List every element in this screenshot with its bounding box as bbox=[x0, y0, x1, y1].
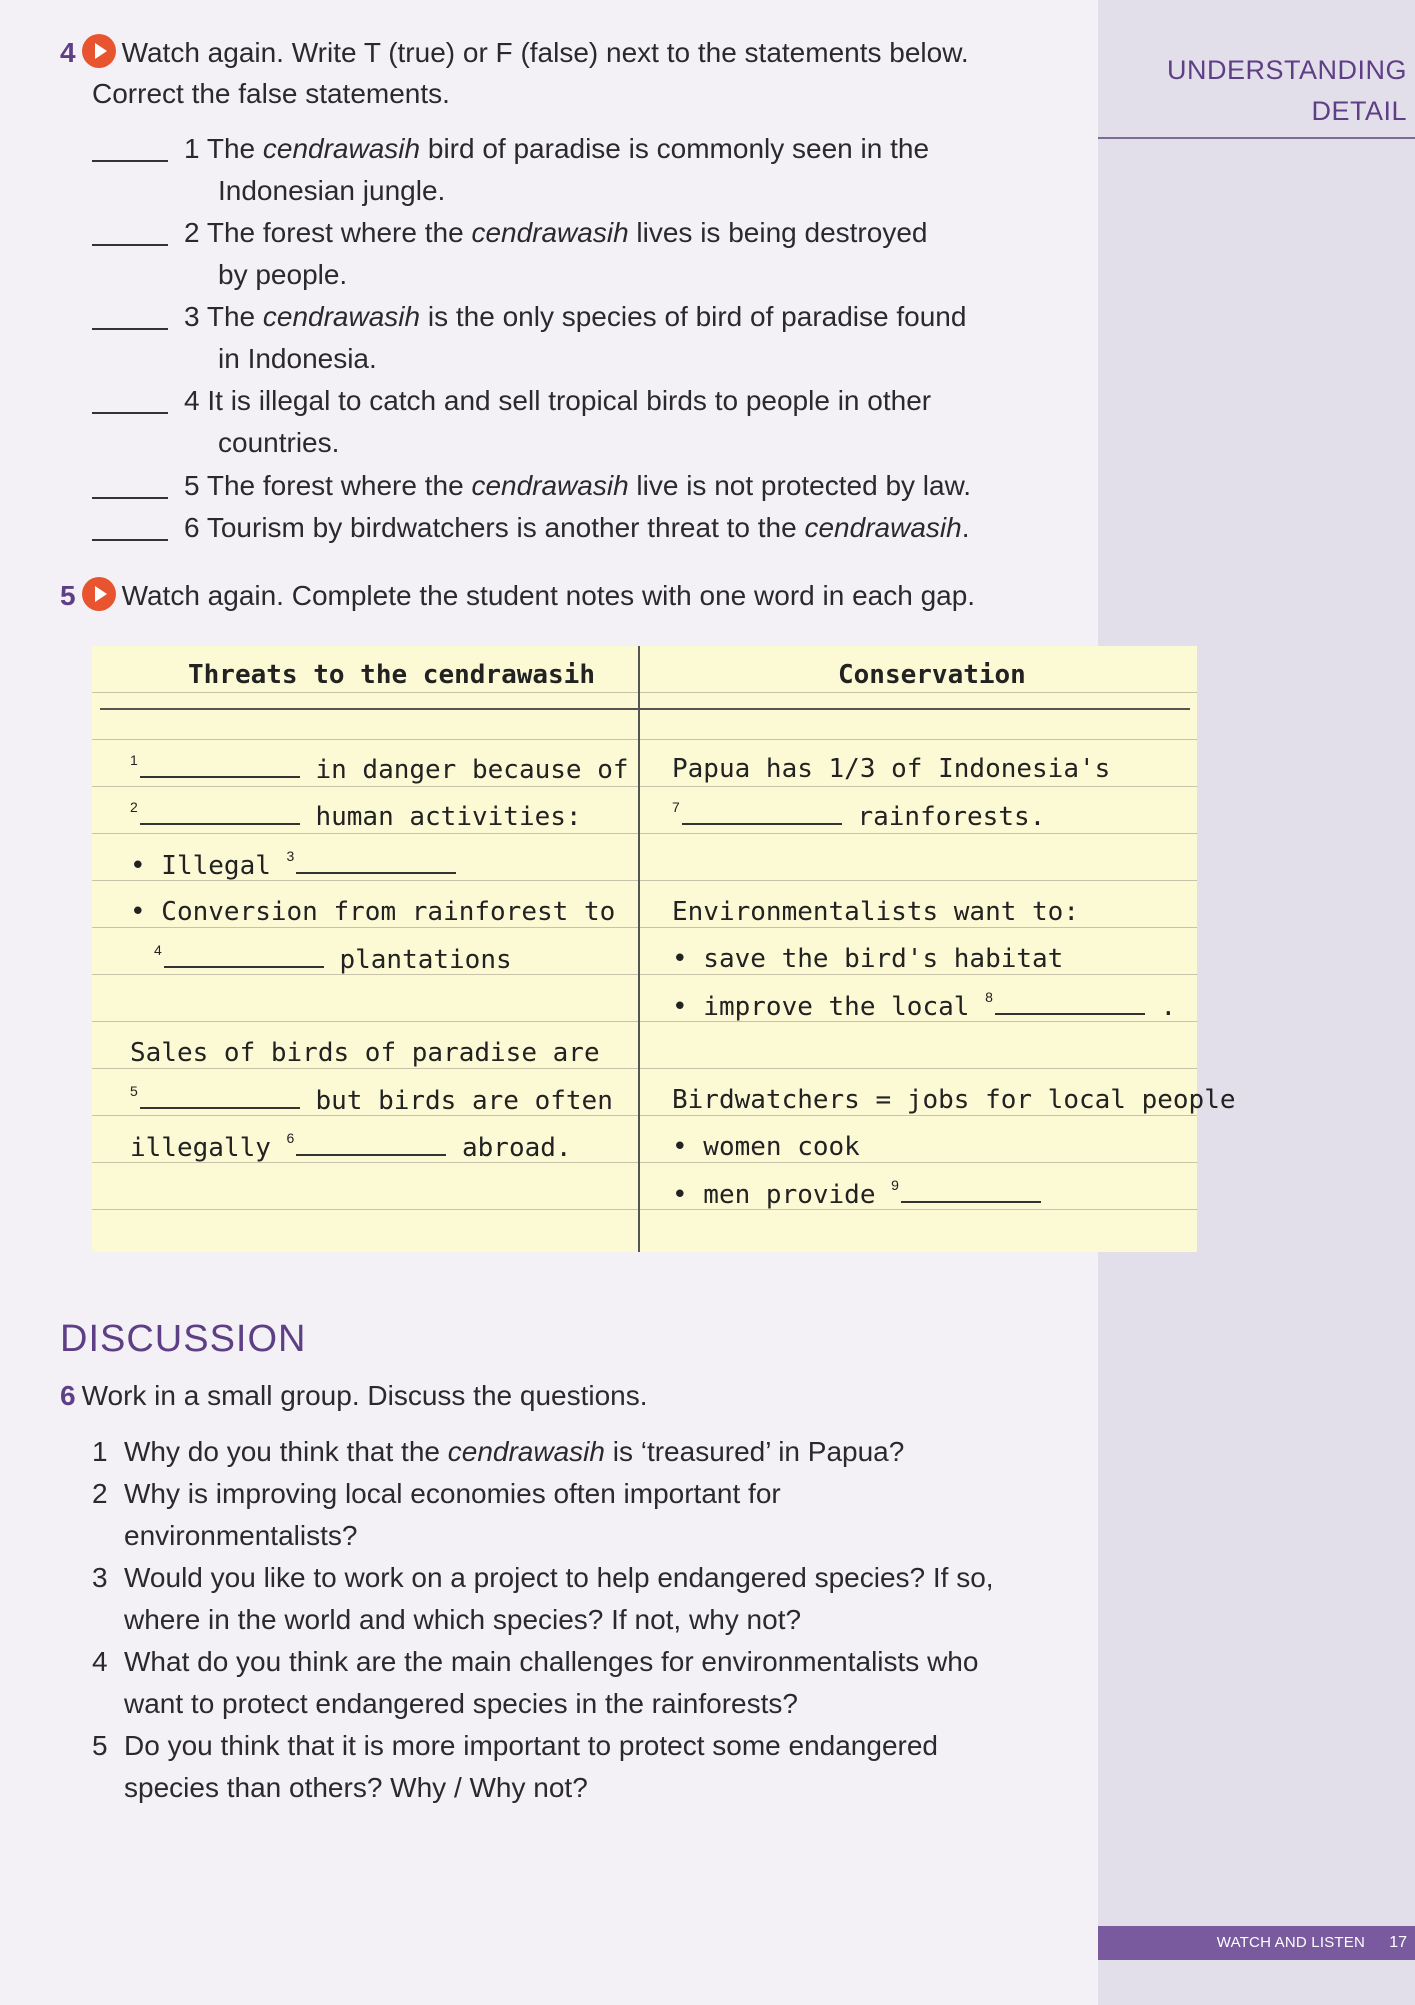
answer-blank-6[interactable] bbox=[92, 539, 168, 541]
statement-emph: cendrawasih bbox=[471, 470, 629, 501]
statement-emph: cendrawasih bbox=[262, 301, 421, 332]
notes-left-header: Threats to the cendrawasih bbox=[188, 660, 595, 690]
notes-right-line: Environmentalists want to: bbox=[672, 897, 1079, 927]
task4-instruction-text: Watch again. Write T (true) or F (false) next to the statements below. bbox=[121, 37, 969, 68]
notes-left-line bbox=[130, 754, 629, 785]
discussion-question-2 bbox=[92, 1473, 1082, 1557]
notes-right-line bbox=[672, 1179, 1041, 1210]
statement-number: 2 bbox=[184, 217, 200, 248]
question-text: environmentalists? bbox=[124, 1520, 358, 1551]
task5-instruction-text: Watch again. Complete the student notes with one word in each gap. bbox=[121, 580, 976, 611]
statement-number: 6 bbox=[184, 512, 200, 543]
gap-number: 5 bbox=[130, 1083, 138, 1099]
statement-6 bbox=[92, 507, 1072, 549]
gap-number: 2 bbox=[130, 799, 138, 815]
notes-right-line bbox=[672, 991, 1176, 1022]
notes-left-line bbox=[154, 944, 512, 975]
answer-blank-5[interactable] bbox=[92, 497, 168, 499]
notes-text: • men provide bbox=[672, 1180, 876, 1210]
task4-instruction bbox=[60, 33, 969, 73]
gap-3[interactable] bbox=[296, 850, 456, 874]
notes-text: illegally bbox=[130, 1133, 271, 1163]
statement-text: is the only species of bird of paradise found bbox=[420, 301, 967, 332]
notes-text: rainforests. bbox=[857, 802, 1046, 832]
section-heading-line1: UNDERSTANDING bbox=[1166, 55, 1407, 85]
notes-left-line bbox=[130, 801, 582, 832]
notes-header-rule bbox=[100, 708, 1190, 710]
statement-1 bbox=[92, 128, 1072, 212]
statement-text: . bbox=[961, 512, 970, 543]
gap-number: 8 bbox=[985, 989, 993, 1005]
statement-5 bbox=[92, 465, 1072, 507]
statement-text: It is illegal to catch and sell tropical birds to people in other bbox=[207, 385, 932, 416]
task6-number: 6 bbox=[60, 1380, 76, 1411]
gap-1[interactable] bbox=[140, 754, 300, 778]
notes-text: abroad. bbox=[462, 1133, 572, 1163]
statement-number: 4 bbox=[184, 385, 200, 416]
question-number: 2 bbox=[92, 1478, 108, 1509]
task6-instruction bbox=[60, 1376, 648, 1416]
notes-left-line bbox=[130, 1132, 572, 1163]
statement-text: The forest where the bbox=[206, 217, 472, 248]
gap-2[interactable] bbox=[140, 801, 300, 825]
discussion-question-1 bbox=[92, 1431, 1082, 1473]
question-number: 4 bbox=[92, 1646, 108, 1677]
notes-text: human activities: bbox=[315, 802, 582, 832]
gap-9[interactable] bbox=[901, 1179, 1041, 1203]
question-text: Why do you think that the bbox=[124, 1436, 448, 1467]
notes-right-line: Birdwatchers = jobs for local people bbox=[672, 1085, 1236, 1115]
statement-emph: cendrawasih bbox=[804, 512, 962, 543]
question-text: species than others? Why / Why not? bbox=[124, 1772, 588, 1803]
question-text: What do you think are the main challenges for environmentalists who bbox=[124, 1646, 979, 1677]
notes-text: • improve the local bbox=[672, 992, 970, 1022]
task5-number: 5 bbox=[60, 580, 76, 611]
notes-column-divider bbox=[638, 646, 640, 1252]
notes-text: in danger because of bbox=[315, 755, 629, 785]
question-text: Why is improving local economies often important for bbox=[124, 1478, 781, 1509]
notes-left-line: Sales of birds of paradise are bbox=[130, 1038, 600, 1068]
notes-right-line: Papua has 1/3 of Indonesia's bbox=[672, 754, 1111, 784]
section-divider bbox=[1098, 137, 1415, 139]
notes-text: plantations bbox=[339, 945, 512, 975]
notes-left-line: • Conversion from rainforest to bbox=[130, 897, 616, 927]
notes-text: . bbox=[1160, 992, 1177, 1022]
notes-text: • Illegal bbox=[130, 851, 271, 881]
task6-instruction-text: Work in a small group. Discuss the questions. bbox=[81, 1380, 648, 1411]
answer-blank-3[interactable] bbox=[92, 328, 168, 330]
statement-cont: in Indonesia. bbox=[218, 343, 377, 374]
discussion-question-3 bbox=[92, 1557, 1082, 1641]
question-text: want to protect endangered species in the rainforests? bbox=[124, 1688, 798, 1719]
task5-instruction bbox=[60, 576, 975, 616]
section-heading bbox=[1167, 50, 1407, 132]
notes-left-line bbox=[130, 1085, 613, 1116]
notes-right-line bbox=[672, 801, 1045, 832]
question-text: Do you think that it is more important to protect some endangered bbox=[124, 1730, 938, 1761]
question-text: Would you like to work on a project to help endangered species? If so, bbox=[124, 1562, 994, 1593]
task4-number: 4 bbox=[60, 37, 76, 68]
question-number: 5 bbox=[92, 1730, 108, 1761]
question-text: is ‘treasured’ in Papua? bbox=[604, 1436, 905, 1467]
statement-text: The forest where the bbox=[206, 470, 472, 501]
question-number: 3 bbox=[92, 1562, 108, 1593]
page-footer bbox=[1098, 1926, 1415, 1960]
gap-4[interactable] bbox=[164, 944, 324, 968]
statement-text: live is not protected by law. bbox=[628, 470, 972, 501]
statement-text: bird of paradise is commonly seen in the bbox=[420, 133, 930, 164]
gap-number: 6 bbox=[286, 1130, 295, 1146]
statement-text: lives is being destroyed bbox=[628, 217, 928, 248]
answer-blank-4[interactable] bbox=[92, 412, 168, 414]
statement-number: 3 bbox=[184, 301, 200, 332]
notes-right-header: Conservation bbox=[838, 660, 1026, 690]
footer-section-title: WATCH AND LISTEN bbox=[1216, 1934, 1365, 1951]
statement-text: Tourism by birdwatchers is another threat to the bbox=[206, 512, 805, 543]
notes-right-line: • save the bird's habitat bbox=[672, 944, 1064, 974]
statement-number: 5 bbox=[184, 470, 200, 501]
notes-left-line bbox=[130, 850, 456, 881]
discussion-question-4 bbox=[92, 1641, 1082, 1725]
statement-cont: by people. bbox=[218, 259, 348, 290]
notes-text: but birds are often bbox=[315, 1086, 613, 1116]
section-heading-line2: DETAIL bbox=[1311, 96, 1407, 126]
question-emph: cendrawasih bbox=[447, 1436, 605, 1467]
statement-cont: countries. bbox=[218, 427, 340, 458]
statement-emph: cendrawasih bbox=[262, 133, 421, 164]
statement-number: 1 bbox=[184, 133, 200, 164]
page-number: 17 bbox=[1389, 1934, 1407, 1951]
student-notes bbox=[92, 646, 1236, 1252]
statement-emph: cendrawasih bbox=[471, 217, 629, 248]
task4-instruction-line2: Correct the false statements. bbox=[92, 78, 450, 109]
gap-number: 1 bbox=[130, 752, 138, 768]
question-text: where in the world and which species? If not, why not? bbox=[124, 1604, 802, 1635]
statement-text: The bbox=[206, 133, 263, 164]
play-video-icon[interactable] bbox=[82, 34, 116, 68]
answer-blank-1[interactable] bbox=[92, 160, 168, 162]
statement-3 bbox=[92, 296, 1072, 380]
statement-4 bbox=[92, 380, 1072, 464]
gap-6[interactable] bbox=[296, 1132, 446, 1156]
statement-cont: Indonesian jungle. bbox=[218, 175, 446, 206]
gap-number: 9 bbox=[891, 1177, 899, 1193]
discussion-question-5 bbox=[92, 1725, 1082, 1809]
question-number: 1 bbox=[92, 1436, 108, 1467]
play-video-icon[interactable] bbox=[82, 577, 116, 611]
gap-8[interactable] bbox=[995, 991, 1145, 1015]
statement-2 bbox=[92, 212, 1072, 296]
gap-number: 4 bbox=[154, 942, 162, 958]
gap-5[interactable] bbox=[140, 1085, 300, 1109]
statement-text: The bbox=[206, 301, 263, 332]
discussion-heading: DISCUSSION bbox=[60, 1318, 307, 1360]
answer-blank-2[interactable] bbox=[92, 244, 168, 246]
gap-number: 3 bbox=[286, 848, 295, 864]
gap-number: 7 bbox=[672, 799, 680, 815]
gap-7[interactable] bbox=[682, 801, 842, 825]
notes-right-line: • women cook bbox=[672, 1132, 860, 1162]
